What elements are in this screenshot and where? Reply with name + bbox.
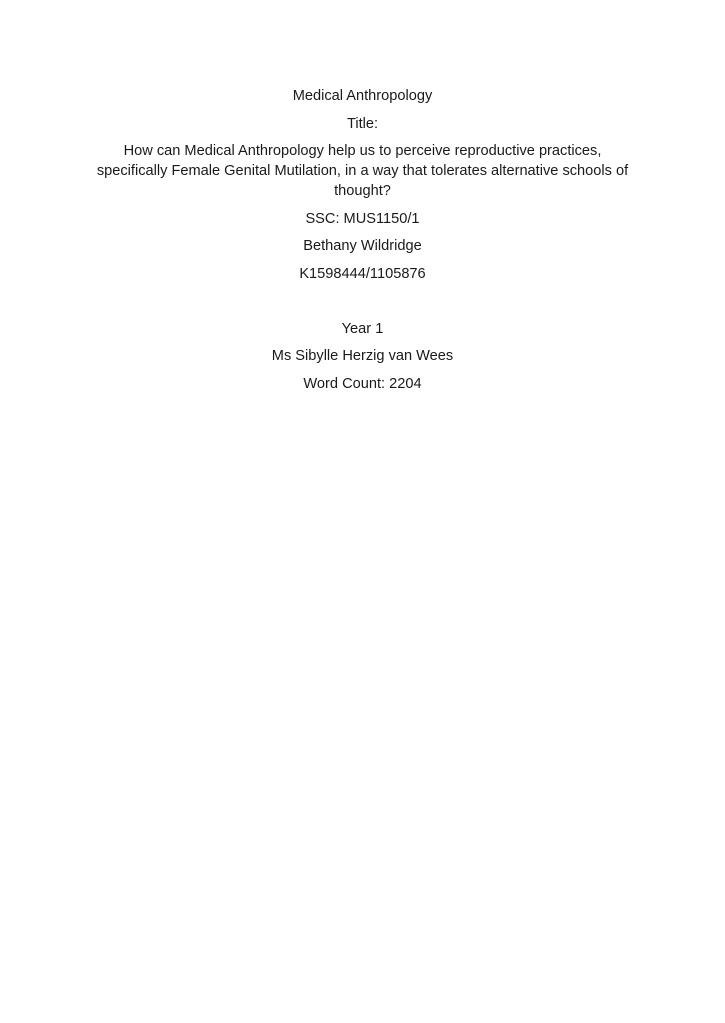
- course-name: Medical Anthropology: [292, 88, 433, 104]
- title-label: Title:: [346, 115, 379, 132]
- ssc-code: SSC: MUS1150/1: [305, 210, 420, 227]
- student-id: K1598444/1105876: [299, 265, 426, 282]
- title-question: How can Medical Anthropology help us to perceive reproductive practices, specifically Female Genital Mutilation, in a way that tolerates alternative schools of thought?: [96, 143, 629, 199]
- author-name: Bethany Wildridge: [303, 238, 422, 254]
- year-label: Year 1: [341, 320, 384, 337]
- supervisor-name: Ms Sibylle Herzig van Wees: [271, 348, 454, 364]
- word-count: Word Count: 2204: [303, 375, 422, 392]
- empty-line: [88, 291, 637, 311]
